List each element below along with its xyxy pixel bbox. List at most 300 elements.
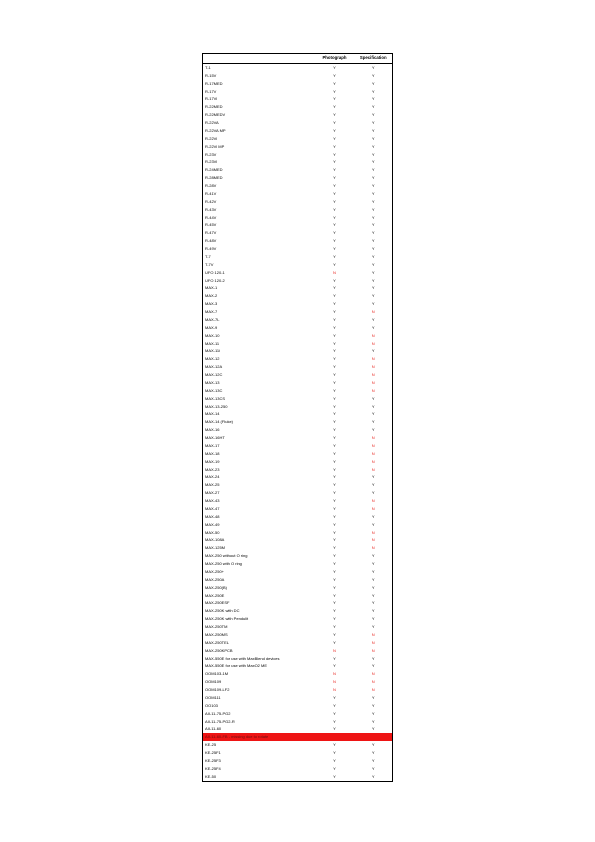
- sensor-name-cell: R-48V: [205, 238, 217, 244]
- sensor-name-cell: KE-50: [205, 773, 217, 779]
- specification-cell: Y: [371, 663, 375, 669]
- photograph-cell: Y: [333, 127, 336, 133]
- photograph-cell: Y: [333, 64, 336, 70]
- specification-cell: N: [371, 450, 375, 456]
- specification-cell: Y: [371, 120, 375, 126]
- sensor-name-cell: KE-25F1: [205, 750, 221, 756]
- specification-cell: N: [371, 545, 375, 551]
- table-row: [203, 663, 393, 671]
- sensor-name-cell: MAX-27: [205, 490, 220, 496]
- table-row: [203, 72, 393, 80]
- specification-cell: Y: [371, 718, 375, 724]
- photograph-cell: Y: [333, 435, 336, 441]
- sensor-name-cell: MAX-250A: [205, 576, 225, 582]
- table-row: [203, 418, 393, 426]
- table-row: [203, 348, 393, 356]
- table-row: [203, 332, 393, 340]
- photograph-cell: Y: [333, 757, 336, 763]
- table-row: [203, 371, 393, 379]
- sensor-name-cell: MAX-250TEL: [205, 639, 230, 645]
- specification-cell: Y: [371, 159, 375, 165]
- photograph-cell: Y: [333, 395, 336, 401]
- table-body: [203, 64, 393, 782]
- sensor-name-cell: R-22Vi: [205, 135, 218, 141]
- specification-cell: N: [371, 435, 375, 441]
- specification-cell: Y: [371, 80, 375, 86]
- specification-cell: Y: [371, 285, 375, 291]
- sensor-name-cell: UFO 120-1: [205, 269, 225, 275]
- table-row: [203, 686, 393, 694]
- photograph-cell: Y: [333, 561, 336, 567]
- specification-cell: Y: [371, 592, 375, 598]
- sensor-name-cell: MAX-13: [205, 379, 220, 385]
- specification-cell: Y: [371, 553, 375, 559]
- table-row: [203, 481, 393, 489]
- sensor-name-cell: MAX-550E for use with MaxO2 ME: [205, 663, 268, 669]
- specification-cell: N: [371, 379, 375, 385]
- table-row: [203, 127, 393, 135]
- table-row: [203, 190, 393, 198]
- table-row: [203, 718, 393, 726]
- table-row: [203, 182, 393, 190]
- table-row: [203, 765, 393, 773]
- photograph-cell: Y: [333, 482, 336, 488]
- sensor-name-cell: OOM109-LF2: [205, 687, 230, 693]
- sensor-name-cell: R-17Vi: [205, 96, 218, 102]
- table-row: [203, 568, 393, 576]
- table-row: [203, 474, 393, 482]
- specification-cell: N: [371, 466, 375, 472]
- photograph-cell: Y: [333, 96, 336, 102]
- sensor-name-cell: R-15V: [205, 72, 217, 78]
- photograph-cell: Y: [333, 576, 336, 582]
- photograph-cell: Y: [333, 316, 336, 322]
- table-row: [203, 96, 393, 104]
- photograph-cell: Y: [333, 348, 336, 354]
- table-row: [203, 166, 393, 174]
- sensor-name-cell: R-41V: [205, 190, 217, 196]
- table-row: [203, 151, 393, 159]
- photograph-cell: Y: [333, 198, 336, 204]
- sensor-name-cell: KE-25F3: [205, 757, 221, 763]
- column-header-specification: Specification: [355, 54, 393, 64]
- sensor-name-cell: MAX-1: [205, 285, 218, 291]
- sensor-name-cell: R-22MEDV: [205, 112, 226, 118]
- table-row: [203, 513, 393, 521]
- sensor-name-cell: MAX-11: [205, 340, 220, 346]
- specification-cell: Y: [371, 175, 375, 181]
- photograph-cell: Y: [333, 419, 336, 425]
- specification-cell: Y: [371, 576, 375, 582]
- specification-cell: Y: [371, 198, 375, 204]
- sensor-name-cell: OOM109: [205, 679, 222, 685]
- table-row: [203, 237, 393, 245]
- specification-cell: Y: [371, 765, 375, 771]
- photograph-cell: Y: [333, 474, 336, 480]
- table-row: [203, 678, 393, 686]
- table-row: [203, 245, 393, 253]
- specification-cell: N: [371, 387, 375, 393]
- specification-cell: Y: [371, 269, 375, 275]
- specification-cell: Y: [371, 702, 375, 708]
- photograph-cell: Y: [333, 387, 336, 393]
- photograph-cell: Y: [333, 742, 336, 748]
- specification-cell: Y: [371, 151, 375, 157]
- table-row: [203, 426, 393, 434]
- sensor-name-cell: MAX-16HT: [205, 435, 225, 441]
- sensor-name-cell: MAX-13-250: [205, 403, 228, 409]
- sensor-name-cell: MAX-250TM: [205, 624, 228, 630]
- sensor-name-cell: MAX-14: [205, 411, 220, 417]
- specification-cell: N: [371, 679, 375, 685]
- specification-cell: N: [371, 537, 375, 543]
- sensor-name-cell: MAX-250 without O ring: [205, 553, 248, 559]
- sensor-name-cell: MAX-550E for use with MaxBlend devices: [205, 655, 280, 661]
- table-row: [203, 489, 393, 497]
- sensor-name-cell: R-23V: [205, 151, 217, 157]
- photograph-cell: Y: [333, 238, 336, 244]
- sensor-name-cell: T-7: [205, 253, 211, 259]
- specification-cell: N: [371, 340, 375, 346]
- sensor-name-cell: MAX-250 with O ring: [205, 561, 242, 567]
- table-row: [203, 387, 393, 395]
- specification-cell: Y: [371, 316, 375, 322]
- specification-cell: Y: [371, 395, 375, 401]
- specification-cell: N: [371, 671, 375, 677]
- specification-cell: Y: [371, 167, 375, 173]
- table-row: [203, 308, 393, 316]
- specification-cell: Y: [371, 230, 375, 236]
- sensor-name-cell: MAX-10: [205, 332, 220, 338]
- photograph-cell: Y: [333, 631, 336, 637]
- sensor-availability-table: [202, 53, 393, 782]
- sensor-name-cell: R-44V: [205, 214, 217, 220]
- table-row: [203, 576, 393, 584]
- table-row: [203, 726, 393, 734]
- sensor-name-cell: R-22MED: [205, 104, 223, 110]
- sensor-name-cell: MAX-7L: [205, 316, 220, 322]
- photograph-cell: Y: [333, 222, 336, 228]
- specification-cell: N: [371, 529, 375, 535]
- sensor-name-cell: MAX-48: [205, 513, 220, 519]
- table-row: [203, 103, 393, 111]
- photograph-cell: Y: [333, 135, 336, 141]
- specification-cell: Y: [371, 655, 375, 661]
- photograph-cell: Y: [333, 568, 336, 574]
- photograph-cell: Y: [333, 143, 336, 149]
- table-row: [203, 537, 393, 545]
- table-row: [203, 324, 393, 332]
- sensor-name-cell: R-47V: [205, 230, 217, 236]
- specification-cell: Y: [371, 348, 375, 354]
- specification-cell: Y: [371, 190, 375, 196]
- photograph-cell: Y: [333, 285, 336, 291]
- sensor-name-cell: MAX-12A: [205, 364, 223, 370]
- specification-cell: Y: [371, 301, 375, 307]
- table-row: [203, 277, 393, 285]
- photograph-cell: N: [333, 269, 336, 275]
- specification-cell: Y: [371, 726, 375, 732]
- photograph-cell: Y: [333, 537, 336, 543]
- photograph-cell: Y: [333, 120, 336, 126]
- sensor-name-cell: MAX-25: [205, 482, 220, 488]
- photograph-cell: Y: [333, 694, 336, 700]
- specification-cell: N: [371, 364, 375, 370]
- specification-cell: Y: [371, 419, 375, 425]
- specification-cell: N: [371, 458, 375, 464]
- photograph-cell: Y: [333, 458, 336, 464]
- table-row: [203, 466, 393, 474]
- table-row: [203, 647, 393, 655]
- specification-cell: Y: [371, 96, 375, 102]
- table-row: [203, 600, 393, 608]
- specification-cell: Y: [371, 143, 375, 149]
- sensor-name-cell: AII-11-60: [205, 726, 222, 732]
- photograph-cell: Y: [333, 293, 336, 299]
- photograph-cell: Y: [333, 72, 336, 78]
- table-row: [203, 111, 393, 119]
- sensor-name-cell: MAX-250(B): [205, 584, 228, 590]
- table-row: [203, 222, 393, 230]
- photograph-cell: N: [333, 647, 336, 653]
- photograph-cell: Y: [333, 261, 336, 267]
- specification-cell: Y: [371, 64, 375, 70]
- sensor-name-cell: T-1: [205, 64, 211, 70]
- photograph-cell: Y: [333, 246, 336, 252]
- photograph-cell: Y: [333, 332, 336, 338]
- sensor-name-cell: R-49V: [205, 246, 217, 252]
- sensor-name-cell: R-23Vi: [205, 159, 218, 165]
- specification-cell: Y: [371, 773, 375, 779]
- table-row: [203, 159, 393, 167]
- specification-cell: Y: [371, 72, 375, 78]
- photograph-cell: Y: [333, 253, 336, 259]
- specification-cell: Y: [371, 750, 375, 756]
- photograph-cell: Y: [333, 529, 336, 535]
- photograph-cell: N: [333, 687, 336, 693]
- table-row: [203, 403, 393, 411]
- photograph-cell: Y: [333, 521, 336, 527]
- photograph-cell: Y: [333, 309, 336, 315]
- table-row: [203, 710, 393, 718]
- photograph-cell: Y: [333, 655, 336, 661]
- specification-cell: Y: [371, 411, 375, 417]
- table-row: [203, 269, 393, 277]
- sensor-name-cell: MAX-24: [205, 474, 220, 480]
- photograph-cell: Y: [333, 450, 336, 456]
- specification-cell: Y: [371, 112, 375, 118]
- photograph-cell: Y: [333, 490, 336, 496]
- table-row: [203, 552, 393, 560]
- table-row: [203, 670, 393, 678]
- sensor-name-cell: MAX-250K with Pendulit: [205, 616, 249, 622]
- sensor-name-cell: MAX-13C: [205, 387, 223, 393]
- specification-cell: N: [371, 332, 375, 338]
- table-row: [203, 733, 393, 741]
- photograph-cell: Y: [333, 403, 336, 409]
- table-row: [203, 639, 393, 647]
- sensor-name-cell: MAX-250+: [205, 568, 225, 574]
- sensor-name-cell: R-24MED: [205, 167, 223, 173]
- photograph-cell: Y: [333, 639, 336, 645]
- sensor-name-cell: MAX-14 (Fluke): [205, 419, 234, 425]
- sensor-name-cell: MAX-250KPCB: [205, 647, 233, 653]
- specification-cell: N: [371, 639, 375, 645]
- table-row: [203, 261, 393, 269]
- specification-cell: Y: [371, 214, 375, 220]
- specification-cell: [355, 733, 393, 741]
- sensor-name-cell: AII-11-60-FB - missing due to rotate: [203, 733, 315, 741]
- photograph-cell: [315, 733, 355, 741]
- sensor-name-cell: MAX-250ESF: [205, 600, 230, 606]
- sensor-name-cell: MAX-43: [205, 498, 220, 504]
- photograph-cell: Y: [333, 513, 336, 519]
- photograph-cell: Y: [333, 427, 336, 433]
- photograph-cell: Y: [333, 372, 336, 378]
- photograph-cell: Y: [333, 379, 336, 385]
- sensor-name-cell: MAX-250K with DC: [205, 608, 240, 614]
- sensor-name-cell: MAX-19: [205, 458, 220, 464]
- photograph-cell: Y: [333, 505, 336, 511]
- table-row: [203, 363, 393, 371]
- table-row: [203, 607, 393, 615]
- photograph-cell: Y: [333, 151, 336, 157]
- photograph-cell: Y: [333, 498, 336, 504]
- specification-cell: N: [371, 356, 375, 362]
- specification-cell: Y: [371, 482, 375, 488]
- photograph-cell: Y: [333, 88, 336, 94]
- photograph-cell: Y: [333, 773, 336, 779]
- specification-cell: Y: [371, 88, 375, 94]
- specification-cell: N: [371, 372, 375, 378]
- photograph-cell: Y: [333, 277, 336, 283]
- sensor-name-cell: MAX-12: [205, 356, 220, 362]
- table-row: [203, 757, 393, 765]
- sensor-name-cell: R-17V: [205, 88, 217, 94]
- photograph-cell: Y: [333, 175, 336, 181]
- table-row: [203, 497, 393, 505]
- table-row: [203, 143, 393, 151]
- sensor-name-cell: MAX-11i: [205, 348, 221, 354]
- sensor-name-cell: MAX-50: [205, 529, 220, 535]
- table-row: [203, 560, 393, 568]
- sensor-name-cell: MAX-12C: [205, 372, 223, 378]
- header-row: [203, 54, 393, 64]
- sensor-name-cell: MAX-9: [205, 324, 218, 330]
- specification-cell: Y: [371, 584, 375, 590]
- sensor-name-cell: OOM103-1M: [205, 671, 229, 677]
- specification-cell: Y: [371, 403, 375, 409]
- table-row: [203, 773, 393, 781]
- table-row: [203, 749, 393, 757]
- photograph-cell: Y: [333, 616, 336, 622]
- sensor-name-cell: UFO 120-2: [205, 277, 225, 283]
- specification-cell: Y: [371, 513, 375, 519]
- sensor-name-cell: R-22Vi MP: [205, 143, 225, 149]
- sensor-name-cell: MAX-108A: [205, 537, 225, 543]
- specification-cell: Y: [371, 694, 375, 700]
- specification-cell: Y: [371, 246, 375, 252]
- specification-cell: Y: [371, 710, 375, 716]
- sensor-name-cell: T-7V: [205, 261, 214, 267]
- table-row: [203, 206, 393, 214]
- table-row: [203, 434, 393, 442]
- sensor-name-cell: R-28V: [205, 183, 217, 189]
- table-row: [203, 592, 393, 600]
- table-row: [203, 316, 393, 324]
- sensor-name-cell: MAX-17: [205, 442, 220, 448]
- table-row: [203, 379, 393, 387]
- photograph-cell: Y: [333, 466, 336, 472]
- specification-cell: Y: [371, 568, 375, 574]
- sensor-name-cell: R-42V: [205, 198, 217, 204]
- photograph-cell: Y: [333, 702, 336, 708]
- photograph-cell: Y: [333, 553, 336, 559]
- specification-cell: Y: [371, 253, 375, 259]
- column-header-name: [203, 54, 315, 64]
- photograph-cell: Y: [333, 750, 336, 756]
- photograph-cell: N: [333, 671, 336, 677]
- table-row: [203, 631, 393, 639]
- photograph-cell: Y: [333, 356, 336, 362]
- photograph-cell: Y: [333, 718, 336, 724]
- specification-cell: Y: [371, 521, 375, 527]
- specification-cell: Y: [371, 427, 375, 433]
- table-row: [203, 694, 393, 702]
- sensor-name-cell: MAX-7: [205, 309, 218, 315]
- sensor-name-cell: AII-11-75-PG2: [205, 710, 231, 716]
- sensor-name-cell: R-43V: [205, 206, 217, 212]
- specification-cell: N: [371, 442, 375, 448]
- sensor-name-cell: MAX-125M: [205, 545, 226, 551]
- specification-cell: N: [371, 687, 375, 693]
- photograph-cell: Y: [333, 324, 336, 330]
- specification-cell: N: [371, 631, 375, 637]
- sensor-name-cell: MAX-13CS: [205, 395, 226, 401]
- specification-cell: Y: [371, 490, 375, 496]
- photograph-cell: Y: [333, 206, 336, 212]
- table-row: [203, 119, 393, 127]
- specification-cell: Y: [371, 742, 375, 748]
- photograph-cell: Y: [333, 183, 336, 189]
- specification-cell: Y: [371, 561, 375, 567]
- table-row: [203, 458, 393, 466]
- table-row: [203, 741, 393, 749]
- photograph-cell: Y: [333, 726, 336, 732]
- sensor-name-cell: MAX-23: [205, 466, 220, 472]
- photograph-cell: Y: [333, 545, 336, 551]
- photograph-cell: Y: [333, 584, 336, 590]
- column-header-photograph: Photograph: [315, 54, 355, 64]
- table-row: [203, 411, 393, 419]
- table-row: [203, 292, 393, 300]
- specification-cell: N: [371, 309, 375, 315]
- specification-cell: Y: [371, 222, 375, 228]
- photograph-cell: Y: [333, 364, 336, 370]
- specification-cell: Y: [371, 757, 375, 763]
- photograph-cell: Y: [333, 190, 336, 196]
- sensor-name-cell: MAX-2: [205, 293, 218, 299]
- sensor-name-cell: MAX-16: [205, 427, 220, 433]
- photograph-cell: Y: [333, 230, 336, 236]
- table-row: [203, 64, 393, 72]
- sensor-name-cell: R-45V: [205, 222, 217, 228]
- sensor-name-cell: OO103: [205, 702, 218, 708]
- photograph-cell: Y: [333, 442, 336, 448]
- table-row: [203, 702, 393, 710]
- sensor-name-cell: MAX-250E: [205, 592, 225, 598]
- specification-cell: Y: [371, 624, 375, 630]
